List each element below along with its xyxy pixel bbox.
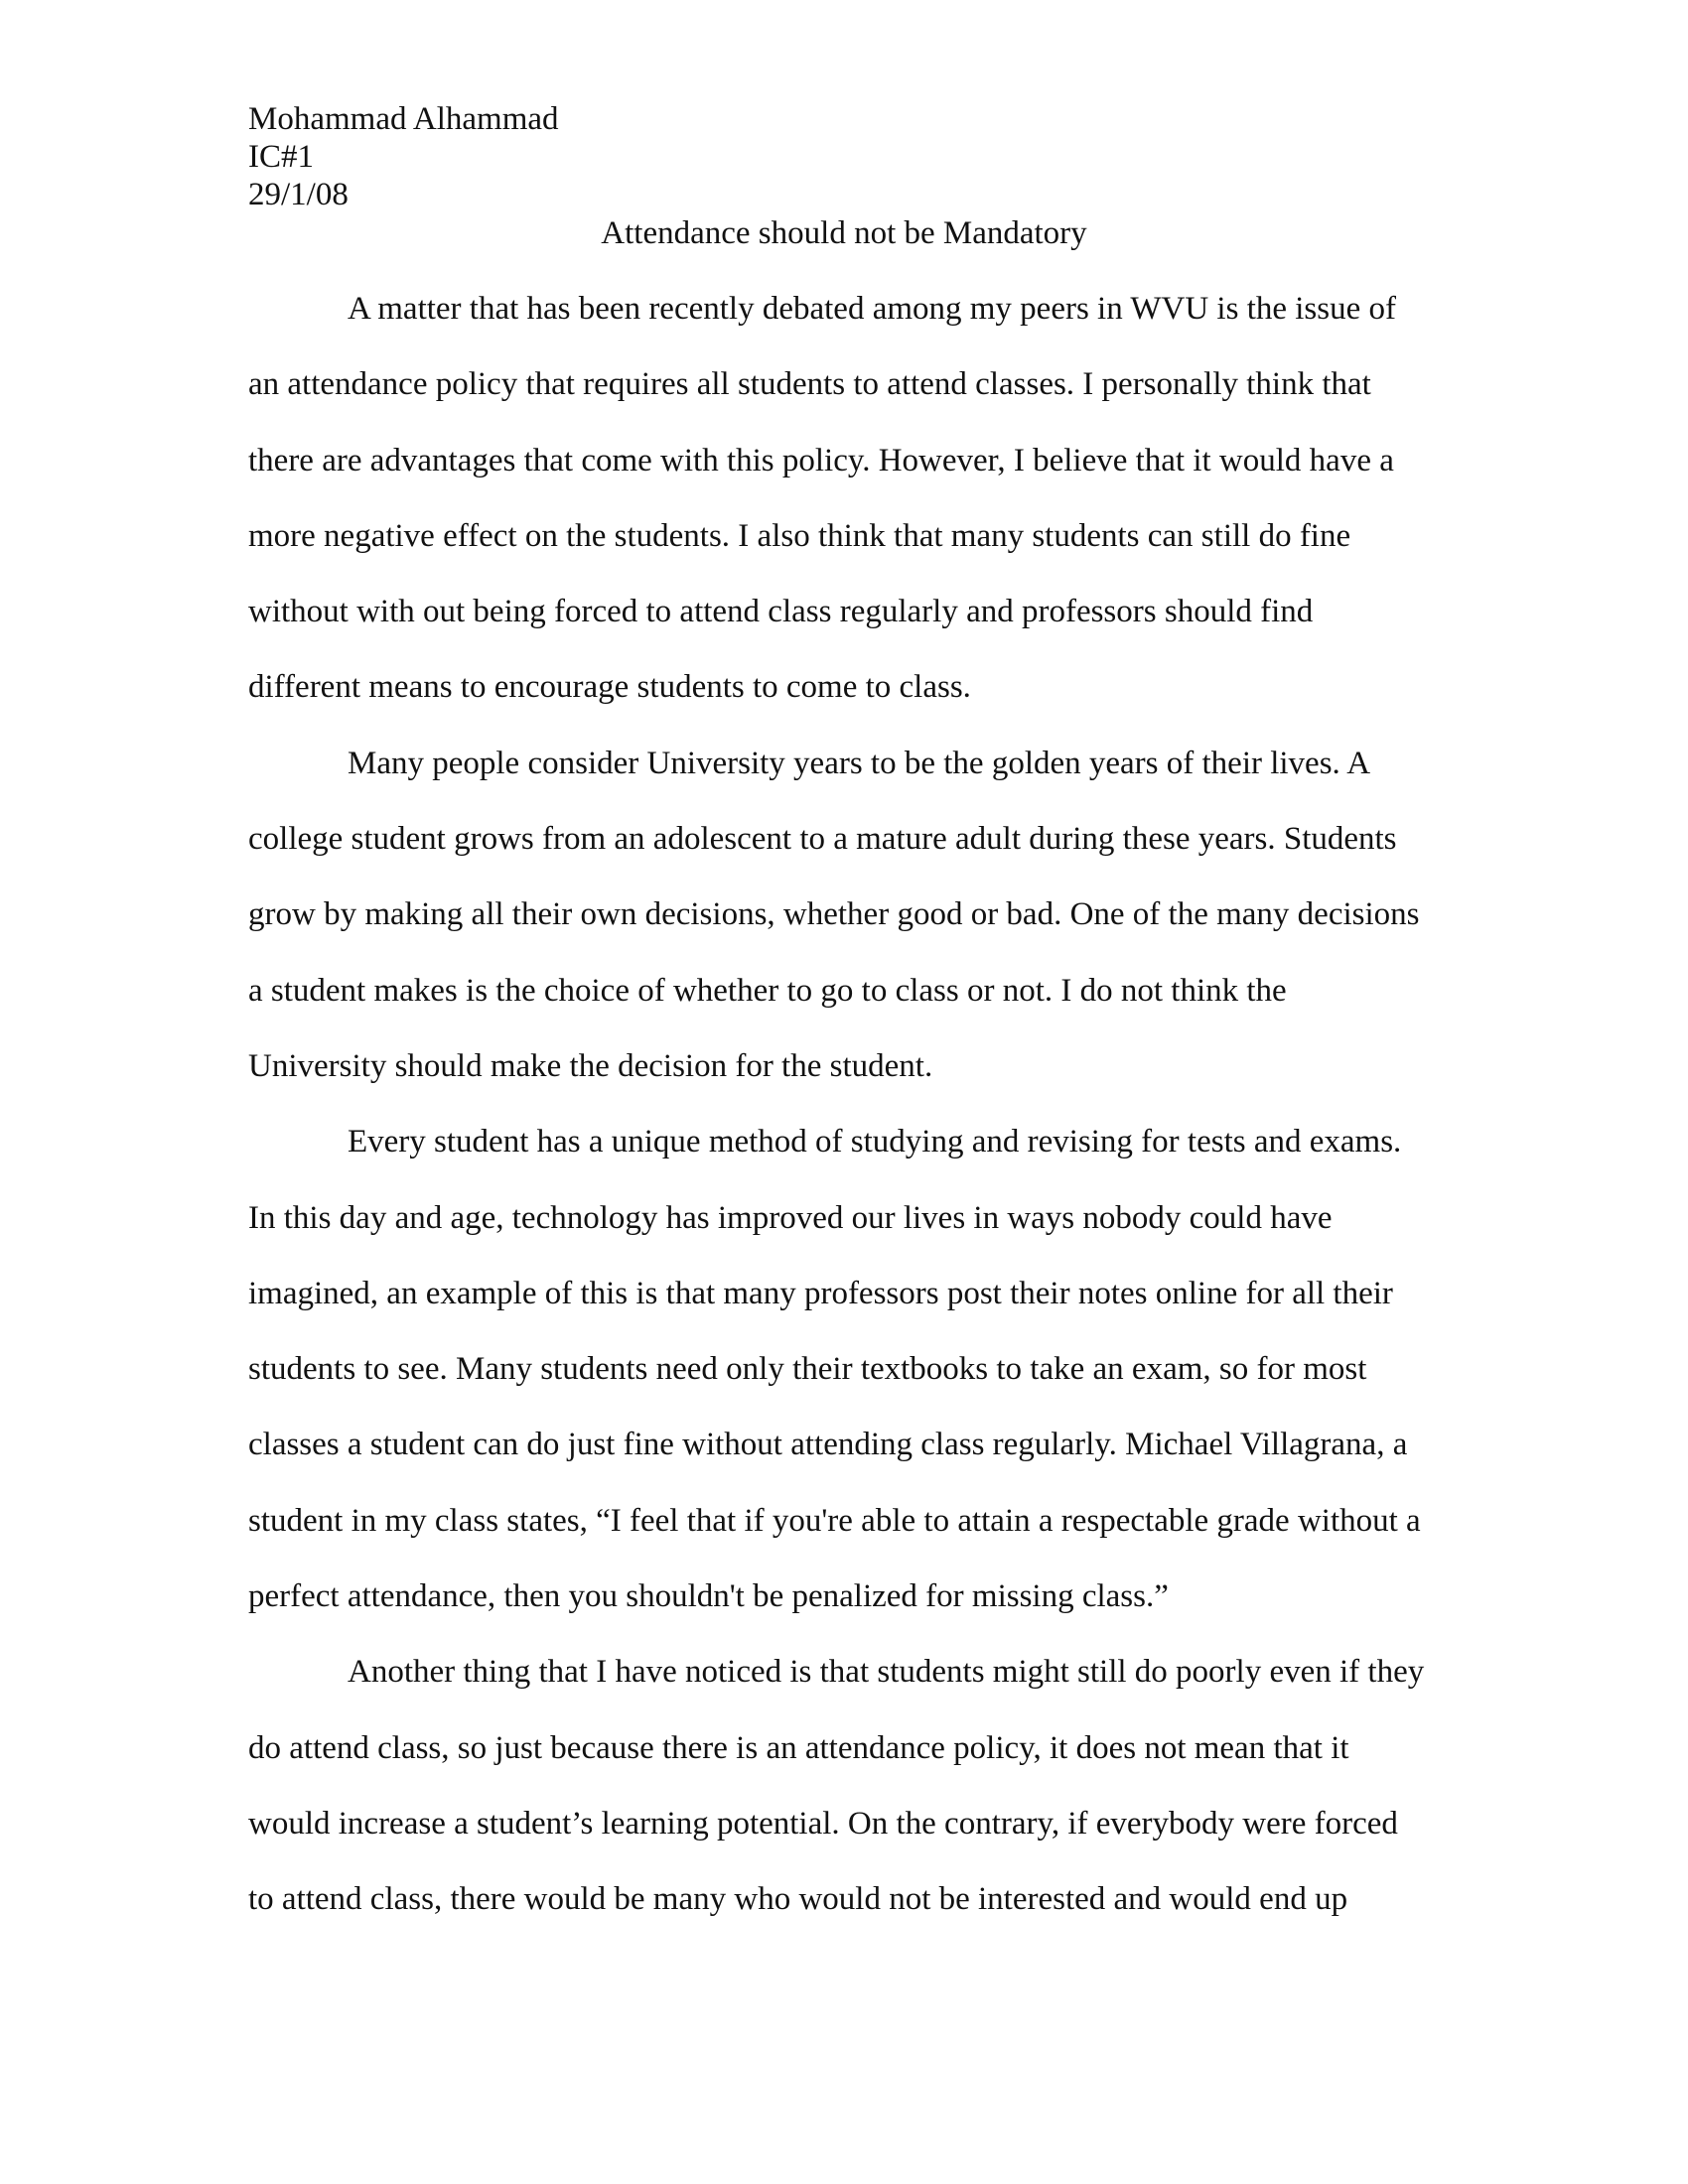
paragraph-1 [248, 271, 1440, 726]
text-line: perfect attendance, then you shouldn't be penalized for missing class.” [248, 1578, 1169, 1615]
essay-header [248, 100, 559, 213]
text-line: Another thing that I have noticed is that students might still do poorly even if they [348, 1654, 1425, 1691]
text-line: Every student has a unique method of studying and revising for tests and exams. [348, 1124, 1402, 1160]
paragraph-2 [248, 726, 1440, 1104]
paragraph-4 [248, 1634, 1440, 1937]
essay-body [248, 271, 1440, 1938]
text-line: students to see. Many students need only their textbooks to take an exam, so for most [248, 1351, 1367, 1388]
text-line: A matter that has been recently debated among my peers in WVU is the issue of [348, 291, 1396, 327]
text-line: grow by making all their own decisions, whether good or bad. One of the many decisions [248, 896, 1420, 933]
text-line: there are advantages that come with this policy. However, I believe that it would have a [248, 442, 1394, 478]
course-code: IC#1 [248, 139, 314, 175]
text-line: to attend class, there would be many who would not be interested and would end up [248, 1881, 1348, 1918]
text-line: classes a student can do just fine without attending class regularly. Michael Villagrana, a [248, 1427, 1408, 1463]
text-line: different means to encourage students to come to class. [248, 669, 971, 706]
text-line: In this day and age, technology has improved our lives in ways nobody could have [248, 1199, 1333, 1236]
text-line: more negative effect on the students. I also think that many students can still do fine [248, 517, 1351, 554]
text-line: student in my class states, “I feel that if you're able to attain a respectable grade without a [248, 1502, 1421, 1539]
text-line: would increase a student’s learning potential. On the contrary, if everybody were forced [248, 1805, 1398, 1842]
paragraph-3 [248, 1104, 1440, 1634]
text-line: Many people consider University years to be the golden years of their lives. A [348, 745, 1371, 781]
text-line: a student makes is the choice of whether to go to class or not. I do not think the [248, 972, 1287, 1009]
text-line: an attendance policy that requires all students to attend classes. I personally think that [248, 366, 1371, 403]
text-line: without with out being forced to attend class regularly and professors should find [248, 594, 1314, 630]
text-line: University should make the decision for the student. [248, 1047, 933, 1084]
text-line: imagined, an example of this is that many professors post their notes online for all their [248, 1275, 1393, 1311]
text-line: college student grows from an adolescent to a mature adult during these years. Students [248, 821, 1397, 858]
essay-date: 29/1/08 [248, 177, 349, 212]
author-name: Mohammad Alhammad [248, 101, 559, 137]
text-line: do attend class, so just because there is an attendance policy, it does not mean that it [248, 1729, 1349, 1766]
essay-title: Attendance should not be Mandatory [601, 215, 1087, 251]
